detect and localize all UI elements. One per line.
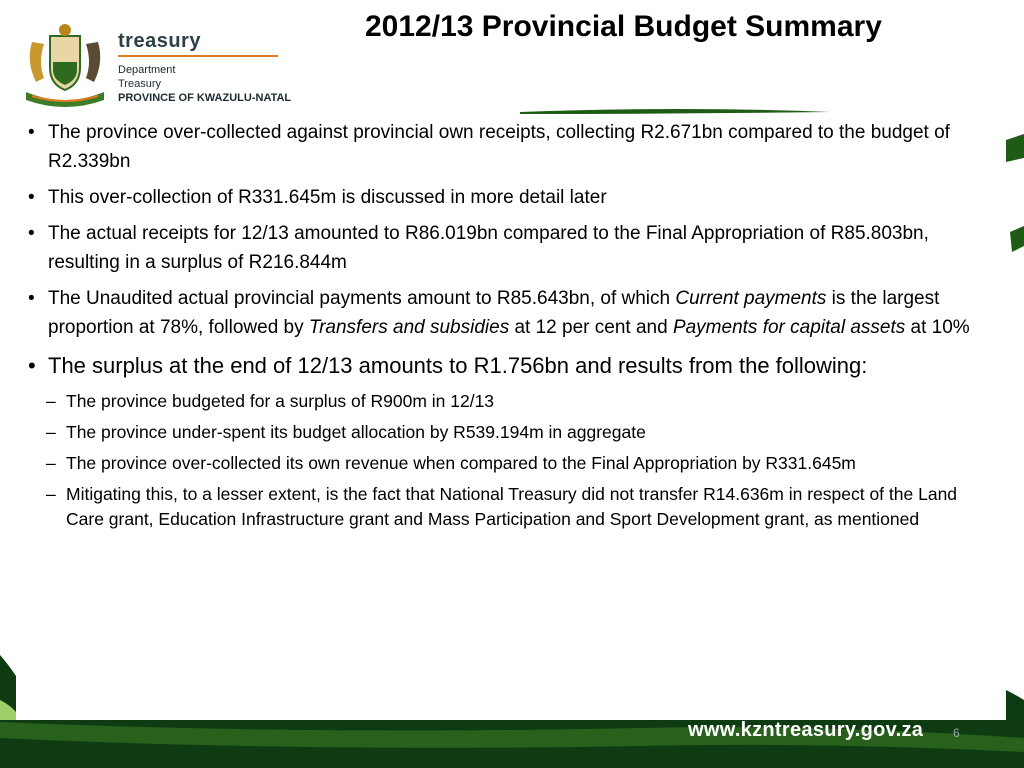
right-edge-tab-bottom	[1010, 226, 1024, 252]
slide-content	[26, 118, 996, 538]
bullet-payments	[26, 284, 996, 342]
slide-title: 2012/13 Provincial Budget Summary	[365, 10, 882, 43]
bullet-over-collection: • This over-collection of R331.645m is discussed in more detail later	[26, 183, 996, 212]
sub-bullet-under-spent: – The province under-spent its budget allocation by R539.194m in aggregate	[26, 420, 996, 445]
payments-transfers-subsidies: Transfers and subsidies	[308, 317, 510, 338]
payments-text-2: is the largest proportion at 78%, followed by	[48, 288, 940, 338]
header-swoosh	[520, 109, 830, 114]
logo-department: Department	[118, 64, 176, 76]
payments-current-payments: Current payments	[675, 288, 827, 309]
bullet-surplus: • The surplus at the end of 12/13 amounts to R1.756bn and results from the following:	[26, 349, 996, 382]
logo-wordmark: treasury	[118, 30, 201, 52]
bullet-actual-receipts: • The actual receipts for 12/13 amounted to R86.019bn compared to the Final Appropriation of R85.803bn, resulting in a surplus of R216.844m	[26, 219, 996, 277]
logo-text-block	[118, 30, 291, 105]
treasury-logo	[22, 22, 312, 112]
sub-bullet-over-collected: – The province over-collected its own revenue when compared to the Final Appropriation by R331.645m	[26, 451, 996, 476]
sub-bullet-budgeted-surplus: – The province budgeted for a surplus of R900m in 12/13	[26, 389, 996, 414]
bullet-own-receipts: • The province over-collected against provincial own receipts, collecting R2.671bn compared to the budget of R2.339bn	[26, 118, 996, 176]
page-number: 6	[953, 726, 960, 740]
payments-text-4: at 10%	[905, 317, 970, 338]
bottom-right-dark-wave	[1006, 690, 1024, 720]
logo-treasury: Treasury	[118, 78, 161, 90]
payments-text-1: The Unaudited actual provincial payments amount to R85.643bn, of which	[48, 288, 676, 309]
logo-divider	[118, 55, 278, 57]
footer-website-link[interactable]: www.kzntreasury.gov.za	[688, 719, 924, 741]
right-edge-tab-top	[1006, 134, 1024, 162]
coat-of-arms-icon	[22, 22, 108, 110]
payments-text-3: at 12 per cent and	[509, 317, 673, 338]
logo-province: PROVINCE OF KWAZULU-NATAL	[118, 92, 292, 104]
payments-capital-assets: Payments for capital assets	[672, 317, 906, 338]
sub-bullet-mitigating: – Mitigating this, to a lesser extent, is the fact that National Treasury did not transfer R14.636m in respect of the Land Care grant, Education Infrastructure grant and Mass Participation and Sport Development grant, as mentioned	[26, 482, 996, 532]
